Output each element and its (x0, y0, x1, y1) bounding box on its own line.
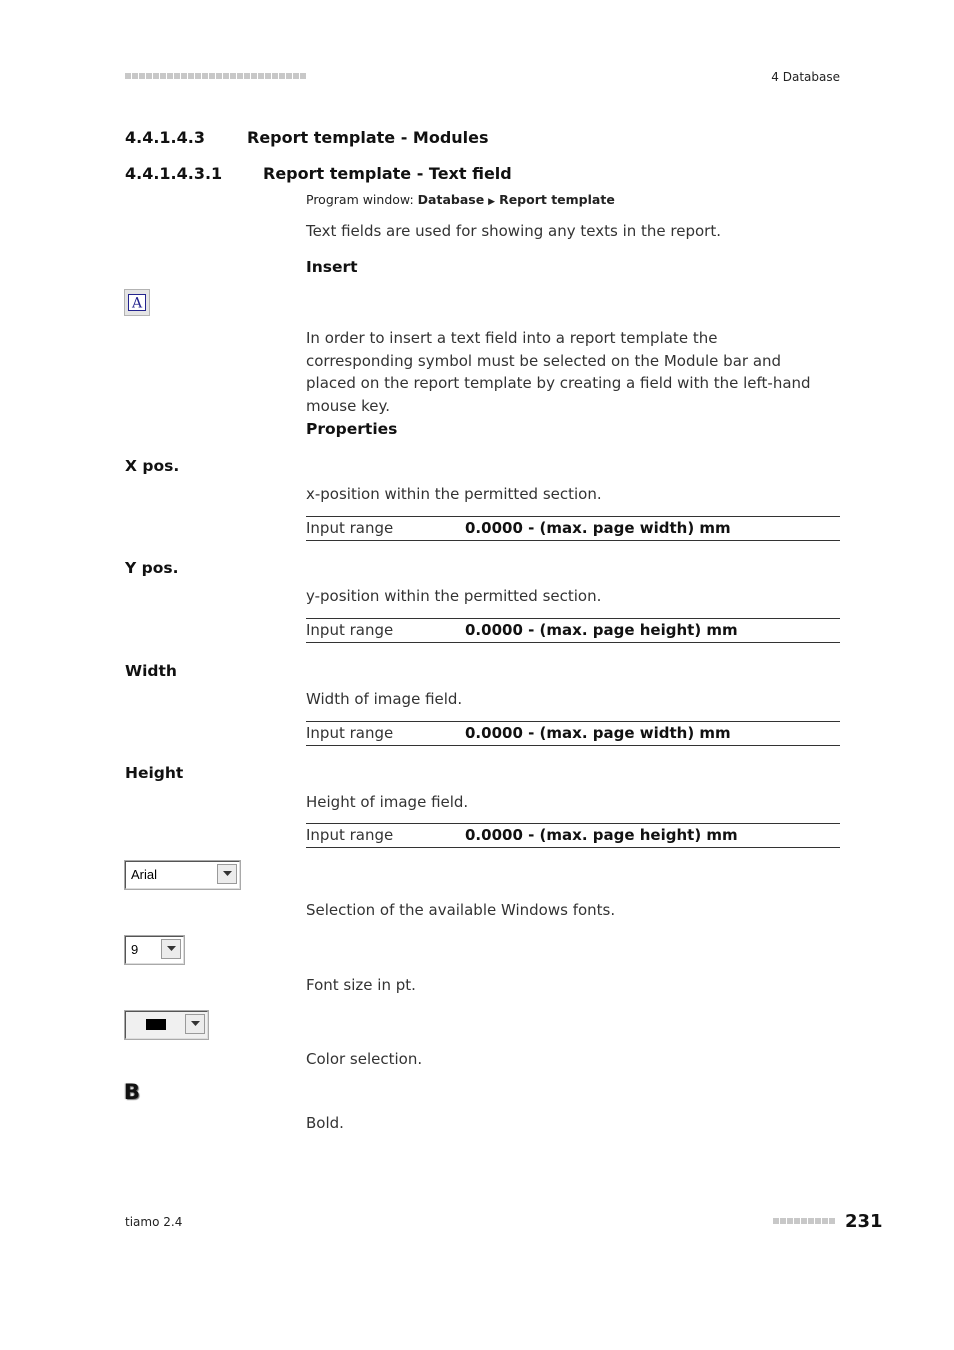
bold-description: Bold. (306, 1114, 344, 1132)
height-range-label: Input range (306, 826, 394, 844)
font-size-dropdown[interactable] (125, 936, 184, 964)
xpos-range-row (306, 516, 840, 541)
breadcrumb-database: Database (417, 192, 485, 207)
color-swatch (146, 1019, 166, 1030)
breadcrumb-prefix: Program window: (306, 192, 414, 207)
header-decoration (125, 73, 306, 79)
section-number: 4.4.1.4.3 (125, 128, 205, 147)
color-dropdown-button[interactable] (185, 1014, 205, 1034)
section-title: Report template - Modules (247, 128, 489, 147)
font-family-value: Arial (131, 867, 158, 882)
chevron-down-icon (191, 1021, 200, 1027)
xpos-range-label: Input range (306, 519, 394, 537)
xpos-range-value: 0.0000 - (max. page width) mm (465, 519, 731, 537)
insert-text: In order to insert a text field into a report template the corresponding symbol must be selected on the Module bar and placed on the report template by creating a field with the left-hand mouse key. (306, 329, 811, 415)
xpos-description: x-position within the permitted section. (306, 485, 602, 503)
chevron-down-icon (167, 946, 176, 952)
breadcrumb-separator-icon: ▶ (488, 197, 496, 207)
width-description: Width of image field. (306, 690, 463, 708)
height-label: Height (125, 764, 184, 782)
footer-decoration (773, 1218, 835, 1224)
width-label: Width (125, 662, 177, 680)
font-size-value: 9 (131, 942, 139, 957)
color-description: Color selection. (306, 1050, 423, 1068)
width-range-value: 0.0000 - (max. page width) mm (465, 724, 731, 742)
subsection-title: Report template - Text field (263, 164, 512, 183)
breadcrumb (306, 192, 615, 207)
ypos-range-value: 0.0000 - (max. page height) mm (465, 621, 738, 639)
height-range-row (306, 823, 840, 848)
header-chapter: 4 Database (771, 70, 840, 84)
insert-heading: Insert (306, 258, 358, 276)
text-field-icon (124, 289, 150, 316)
font-family-dropdown[interactable] (125, 861, 240, 889)
ypos-label: Y pos. (125, 559, 179, 577)
page-number: 231 (845, 1211, 883, 1232)
footer-product: tiamo 2.4 (125, 1215, 183, 1229)
subsection-number: 4.4.1.4.3.1 (125, 164, 223, 183)
ypos-range-label: Input range (306, 621, 394, 639)
font-family-dropdown-button[interactable] (217, 864, 237, 884)
text-field-icon-letter: A (131, 295, 143, 312)
ypos-range-row (306, 618, 840, 643)
font-size-dropdown-button[interactable] (161, 939, 181, 959)
font-size-description: Font size in pt. (306, 976, 416, 994)
bold-icon[interactable]: B (124, 1080, 141, 1104)
font-family-description: Selection of the available Windows fonts. (306, 901, 616, 919)
breadcrumb-report-template: Report template (499, 192, 615, 207)
intro-text: Text fields are used for showing any texts in the report. (306, 222, 721, 240)
ypos-description: y-position within the permitted section. (306, 587, 602, 605)
xpos-label: X pos. (125, 457, 180, 475)
height-range-value: 0.0000 - (max. page height) mm (465, 826, 738, 844)
properties-heading: Properties (306, 420, 398, 438)
chevron-down-icon (223, 871, 232, 877)
width-range-label: Input range (306, 724, 394, 742)
width-range-row (306, 721, 840, 746)
height-description: Height of image field. (306, 793, 469, 811)
color-dropdown[interactable] (125, 1011, 208, 1039)
